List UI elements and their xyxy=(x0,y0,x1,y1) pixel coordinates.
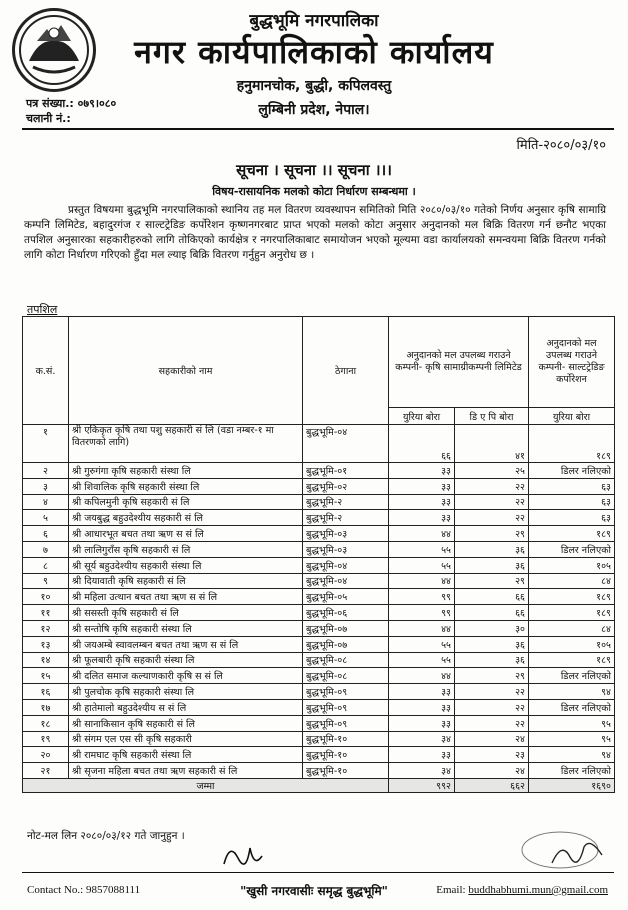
row-urea1: ९९ xyxy=(389,589,455,605)
row-ward: बुद्धभूमि-०८ xyxy=(303,652,389,668)
row-urea2: ९५ xyxy=(529,715,615,731)
col-header-name: सहकारीको नाम xyxy=(69,317,303,425)
row-name: श्री जयअम्बे स्वावलम्बन बचत तथा ऋण स सं लि xyxy=(69,636,303,652)
table-row xyxy=(23,652,615,668)
table-row xyxy=(23,763,615,779)
row-name: श्री जयबुद्ध बहुउदेश्यीय सहकारी सं लि xyxy=(69,510,303,526)
row-dap: ३० xyxy=(455,620,529,636)
total-label: जम्मा xyxy=(23,778,389,792)
row-urea1: ३३ xyxy=(389,684,455,700)
table-row xyxy=(23,541,615,557)
letter-date: मिति-२०८०/०३/१० xyxy=(516,138,606,153)
row-name: श्री रामघाट कृषि सहकारी संस्था लि xyxy=(69,747,303,763)
row-ward: बुद्धभूमि-०९ xyxy=(303,684,389,700)
row-urea2: १८९ xyxy=(529,589,615,605)
row-dap: ६६ xyxy=(455,589,529,605)
office-province: लुम्बिनी प्रदेश, नेपाल। xyxy=(258,102,370,118)
row-urea1: ३३ xyxy=(389,478,455,494)
row-sn: ९ xyxy=(23,573,69,589)
table-row xyxy=(23,605,615,621)
table-row xyxy=(23,620,615,636)
row-dap: ३६ xyxy=(455,557,529,573)
row-urea2: ६३ xyxy=(529,510,615,526)
row-sn: ३ xyxy=(23,478,69,494)
row-ward: बुद्धभूमि-२ xyxy=(303,510,389,526)
row-ward: बुद्धभूमि-०८ xyxy=(303,668,389,684)
row-sn: १५ xyxy=(23,668,69,684)
row-name: श्री सूर्य बहुउदेश्यीय सहकारी संस्था लि xyxy=(69,557,303,573)
table-row xyxy=(23,699,615,715)
row-name: श्री हातेमालो बहुउदेश्यीय स सं लि xyxy=(69,699,303,715)
table-row xyxy=(23,557,615,573)
row-ward: बुद्धभूमि-०४ xyxy=(303,425,389,463)
row-sn: २ xyxy=(23,463,69,479)
row-urea1: ६६ xyxy=(389,425,455,463)
notice-subject: विषय-रासायनिक मलको कोटा निर्धारण सम्बन्धमा । xyxy=(212,185,416,198)
row-name: श्री फूलबारी कृषि सहकारी संस्था लि xyxy=(69,652,303,668)
row-urea1: ९९ xyxy=(389,605,455,621)
row-dap: २९ xyxy=(455,668,529,684)
row-ward: बुद्धभूमि-०६ xyxy=(303,605,389,621)
row-name: श्री महिला उत्थान बचत तथा ऋण स सं लि xyxy=(69,589,303,605)
row-dap: २९ xyxy=(455,526,529,542)
row-name: श्री सन्तोषि कृषि सहकारी संस्था लि xyxy=(69,620,303,636)
row-sn: ७ xyxy=(23,541,69,557)
row-sn: २० xyxy=(23,747,69,763)
row-dap: २५ xyxy=(455,463,529,479)
row-urea2: १०५ xyxy=(529,557,615,573)
row-dap: २२ xyxy=(455,699,529,715)
row-dap: २२ xyxy=(455,478,529,494)
row-name: श्री संगम एल एस सी कृषि सहकारी xyxy=(69,731,303,747)
row-urea1: ५५ xyxy=(389,636,455,652)
row-dap: ३६ xyxy=(455,652,529,668)
row-name: श्री शिवालिक कृषि सहकारी संस्था लि xyxy=(69,478,303,494)
notice-title: सूचना । सूचना ।। सूचना ।।। xyxy=(236,161,392,179)
row-ward: बुद्धभूमि-२ xyxy=(303,494,389,510)
row-dap: ३६ xyxy=(455,541,529,557)
row-urea1: ४४ xyxy=(389,668,455,684)
email-label: Email: xyxy=(436,884,466,896)
dispatch-number xyxy=(26,111,71,126)
municipality-name: बुद्धभूमि नगरपालिका xyxy=(249,11,379,31)
row-sn: २१ xyxy=(23,763,69,779)
row-ward: बुद्धभूमि-१० xyxy=(303,763,389,779)
letter-number-value: ०७९।०८० xyxy=(77,97,117,110)
row-urea1: ३३ xyxy=(389,494,455,510)
footer-slogan: "खुसी नगरवासीः समृद्ध बुद्धभूमि" xyxy=(240,884,388,898)
row-name: श्री लालिगुराँस कृषि सहकारी सं लि xyxy=(69,541,303,557)
row-ward: बुद्धभूमि-०३ xyxy=(303,541,389,557)
row-sn: १२ xyxy=(23,620,69,636)
header-divider xyxy=(22,128,614,130)
row-urea2: १८९ xyxy=(529,605,615,621)
row-urea1: ३३ xyxy=(389,463,455,479)
row-urea1: ३३ xyxy=(389,510,455,526)
office-address: हनुमानचोक, बुद्धी, कपिलवस्तु xyxy=(236,78,392,94)
row-urea2: १०५ xyxy=(529,636,615,652)
row-dap: २२ xyxy=(455,715,529,731)
row-name: श्री ससस्ती कृषि सहकारी सं लि xyxy=(69,605,303,621)
table-row xyxy=(23,478,615,494)
row-urea2: ९४ xyxy=(529,747,615,763)
row-dap: २३ xyxy=(455,747,529,763)
row-ward: बुद्धभूमि-०९ xyxy=(303,699,389,715)
row-urea2: डिलर नलिएको xyxy=(529,463,615,479)
office-name: नगर कार्यपालिकाको कार्यालय xyxy=(134,33,494,71)
notice-body: प्रस्तुत विषयमा बुद्धभूमि नगरपालिकाको स्थानिय तह मल वितरण व्यवस्थापन समितिको मिति २०८०/०३/१० गतेको निर्णय अनुसार कृषि सामाग्रि कम्पनि लिमिटेड, बहादुरगंज र साल्टट्रेडिङ कर्पोरेशन कृष्णनगरबाट प्राप्त भएको मलको कोटा अनुसार अनुदानको मल बिक्रि वितरण गर्न छनौट भएका तपशिल अनुसारका सहकारीहरुको लागि तोकिएको कार्यक्षेत्र र नगरपालिकाबाट समायोजन भएको मूल्यमा वडा कार्यालयको समन्वयमा बिक्रि वितरण गर्नको लागि कोटा निर्धारण गरिएको हुँदा मल ल्याइ बिक्रि वितरण गर्नुहुन अनुरोध छ । xyxy=(24,204,606,261)
row-urea1: ५५ xyxy=(389,541,455,557)
row-sn: ११ xyxy=(23,605,69,621)
row-sn: १३ xyxy=(23,636,69,652)
contact-number: Contact No.: 9857088111 xyxy=(27,884,141,896)
row-name: श्री गुरुगंगा कृषि सहकारी संस्था लि xyxy=(69,463,303,479)
total-dap: ६६२ xyxy=(455,778,529,792)
row-ward: बुद्धभूमि-०१ xyxy=(303,463,389,479)
email-address[interactable]: buddhabhumi.mun@gmail.com xyxy=(468,884,608,896)
row-sn: ४ xyxy=(23,494,69,510)
row-urea1: ५५ xyxy=(389,652,455,668)
col-header-group1: अनुदानको मल उपलब्ध गराउने कम्पनी- कृषि सामाग्रीकम्पनी लिमिटेड xyxy=(389,317,529,408)
row-dap: २४ xyxy=(455,763,529,779)
row-dap: २९ xyxy=(455,573,529,589)
table-row xyxy=(23,510,615,526)
table-row xyxy=(23,463,615,479)
table-row xyxy=(23,668,615,684)
table-row xyxy=(23,636,615,652)
row-dap: ३६ xyxy=(455,636,529,652)
table-row xyxy=(23,684,615,700)
table-row xyxy=(23,747,615,763)
row-urea2: ८४ xyxy=(529,573,615,589)
row-urea2: डिलर नलिएको xyxy=(529,699,615,715)
table-row xyxy=(23,425,615,463)
table-row xyxy=(23,589,615,605)
dispatch-number-label: चलानी नं.: xyxy=(26,112,71,125)
row-dap: २२ xyxy=(455,684,529,700)
note-text: नोट-मल लिन २०८०/०३/१२ गते जानुहुन । xyxy=(27,830,185,842)
table-row xyxy=(23,715,615,731)
row-name: श्री कपिलमुनी कृषि सहकारी सं लि xyxy=(69,494,303,510)
col-header-dap: डि ए पि बोरा xyxy=(455,408,529,425)
row-sn: १७ xyxy=(23,699,69,715)
row-dap: २२ xyxy=(455,494,529,510)
row-name: श्री सानाकिसान कृषि सहकारी सं लि xyxy=(69,715,303,731)
row-dap: ६६ xyxy=(455,605,529,621)
row-ward: बुद्धभूमि-०३ xyxy=(303,526,389,542)
row-urea1: ४४ xyxy=(389,620,455,636)
row-urea2: ६३ xyxy=(529,494,615,510)
row-dap: २२ xyxy=(455,510,529,526)
row-name: श्री आधारभूत बचत तथा ऋण स सं लि xyxy=(69,526,303,542)
row-ward: बुद्धभूमि-०४ xyxy=(303,573,389,589)
row-urea2: डिलर नलिएको xyxy=(529,763,615,779)
signature-right xyxy=(548,835,606,873)
row-urea2: डिलर नलिएको xyxy=(529,541,615,557)
footer-email xyxy=(436,884,608,896)
footer-divider xyxy=(22,872,614,873)
total-urea1: ९९२ xyxy=(389,778,455,792)
row-ward: बुद्धभूमि-१० xyxy=(303,731,389,747)
table-row xyxy=(23,526,615,542)
signature-left xyxy=(220,838,266,872)
col-header-urea1: युरिया बोरा xyxy=(389,408,455,425)
row-sn: १६ xyxy=(23,684,69,700)
table-total-row xyxy=(23,778,615,792)
row-sn: १ xyxy=(23,425,69,463)
total-urea2: १६९० xyxy=(529,778,615,792)
row-urea1: ४४ xyxy=(389,573,455,589)
row-urea1: ३४ xyxy=(389,731,455,747)
col-header-group2: अनुदानको मल उपलब्ध गराउने कम्पनी- साल्टट्रेडिङ कर्पोरेशन xyxy=(529,317,615,408)
row-ward: बुद्धभूमि-०९ xyxy=(303,715,389,731)
letter-number xyxy=(26,96,116,111)
table-row xyxy=(23,731,615,747)
row-ward: बुद्धभूमि-१० xyxy=(303,747,389,763)
col-header-ward: ठेगाना xyxy=(303,317,389,425)
col-header-urea2: युरिया बोरा xyxy=(529,408,615,425)
details-label: तपशिल xyxy=(27,303,58,316)
row-urea2: ८४ xyxy=(529,620,615,636)
row-sn: १९ xyxy=(23,731,69,747)
row-urea2: १८९ xyxy=(529,526,615,542)
row-sn: ६ xyxy=(23,526,69,542)
row-ward: बुद्धभूमि-०४ xyxy=(303,557,389,573)
row-urea2: ६३ xyxy=(529,478,615,494)
row-urea1: ३३ xyxy=(389,715,455,731)
row-urea1: ३४ xyxy=(389,763,455,779)
row-sn: १० xyxy=(23,589,69,605)
row-name: श्री दियावाती कृषि सहकारी सं लि xyxy=(69,573,303,589)
row-urea1: ३३ xyxy=(389,747,455,763)
table-header-row xyxy=(23,317,615,408)
row-urea1: ४४ xyxy=(389,526,455,542)
row-dap: २४ xyxy=(455,731,529,747)
col-header-sn: क.सं. xyxy=(23,317,69,425)
row-sn: १४ xyxy=(23,652,69,668)
row-dap: ४१ xyxy=(455,425,529,463)
table-row xyxy=(23,494,615,510)
row-urea2: डिलर नलिएको xyxy=(529,668,615,684)
row-ward: बुद्धभूमि-०५ xyxy=(303,589,389,605)
row-urea2: ९४ xyxy=(529,684,615,700)
row-name: श्री एकिकृत कृषि तथा पशु सहकारी सं लि (वडा नम्बर-१ मा वितरणको लागि) xyxy=(69,425,303,463)
row-name: श्री दलित समाज कल्याणकारी कृषि स सं लि xyxy=(69,668,303,684)
row-name: श्री सृजना महिला बचत तथा ऋण सहकारी सं लि xyxy=(69,763,303,779)
row-ward: बुद्धभूमि-०२ xyxy=(303,478,389,494)
row-urea2: १८९ xyxy=(529,652,615,668)
row-urea2: १८९ xyxy=(529,425,615,463)
row-urea1: ५५ xyxy=(389,557,455,573)
table-row xyxy=(23,573,615,589)
row-sn: ५ xyxy=(23,510,69,526)
row-ward: बुद्धभूमि-०७ xyxy=(303,620,389,636)
row-sn: १८ xyxy=(23,715,69,731)
row-name: श्री पुलचोक कृषि सहकारी संस्था लि xyxy=(69,684,303,700)
letter-number-label: पत्र संख्या.: xyxy=(26,97,74,110)
row-urea1: ३३ xyxy=(389,699,455,715)
row-ward: बुद्धभूमि-०७ xyxy=(303,636,389,652)
row-urea2: ९५ xyxy=(529,731,615,747)
row-sn: ८ xyxy=(23,557,69,573)
quota-table xyxy=(22,316,615,793)
